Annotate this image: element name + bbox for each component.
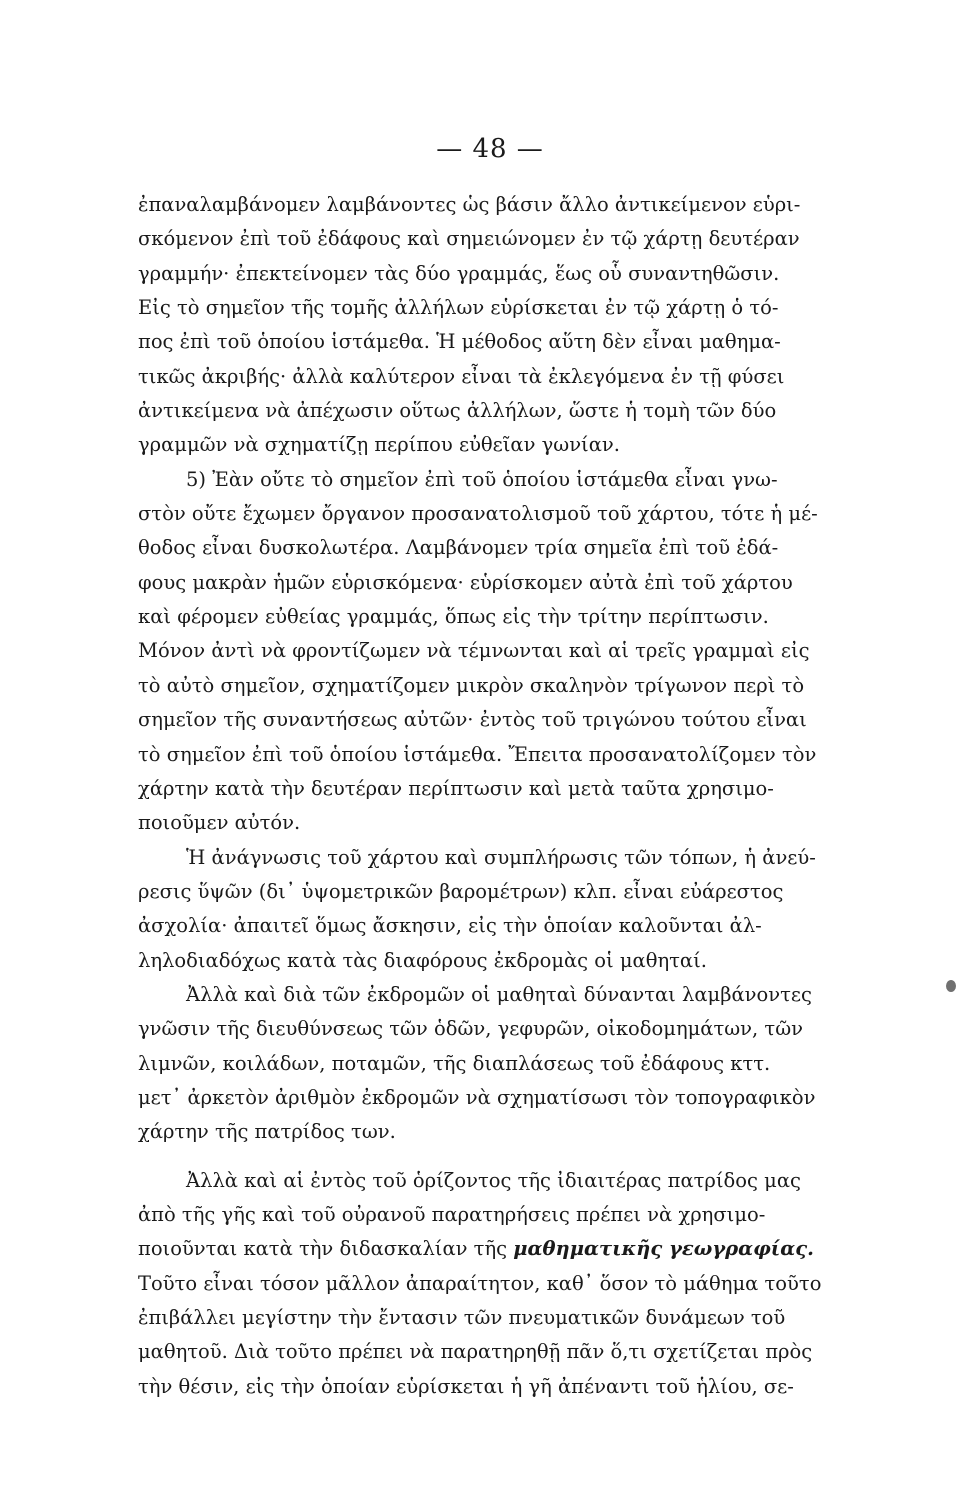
text-line: λιμνῶν, κοιλάδων, ποταμῶν, τῆς διαπλάσεως τοῦ ἐδάφους κττ.: [138, 1051, 771, 1075]
text-line: χάρτην τῆς πατρίδος των.: [138, 1120, 396, 1144]
text-line: στὸν οὔτε ἔχωμεν ὄργανον προσανατολισμοῦ τοῦ χάρτου, τότε ἡ μέ-: [138, 502, 818, 526]
text-line: σημεῖον τῆς συναντήσεως αὐτῶν· ἐντὸς τοῦ τριγώνου τούτου εἶναι: [138, 708, 807, 732]
text-line: σκόμενον ἐπὶ τοῦ ἐδάφους καὶ σημειώνομεν ἐν τῷ χάρτῃ δευτέραν: [138, 227, 800, 251]
text-line: Ἀλλὰ καὶ διὰ τῶν ἐκδρομῶν οἱ μαθηταὶ δύνανται λαμβάνοντες: [186, 982, 812, 1006]
text-line: Ἀλλὰ καὶ αἱ ἐντὸς τοῦ ὁρίζοντος τῆς ἰδιαιτέρας πατρίδος μας: [186, 1168, 801, 1192]
emphasized-term: μαθηματικῆς γεωγραφίας.: [513, 1237, 814, 1261]
text-line: ἐπιβάλλει μεγίστην τὴν ἔντασιν τῶν πνευματικῶν δυνάμεων τοῦ: [138, 1306, 786, 1329]
text-line: πος ἐπὶ τοῦ ὁποίου ἱστάμεθα. Ἡ μέθοδος αὕτη δὲν εἶναι μαθημα-: [138, 330, 781, 354]
text-line: τὸ σημεῖον ἐπὶ τοῦ ὁποίου ἱστάμεθα. Ἔπειτα προσανατολίζομεν τὸν: [138, 742, 817, 766]
text-line: ἐπαναλαμβάνομεν λαμβάνοντες ὡς βάσιν ἄλλο ἀντικείμενον εὑρι-: [138, 193, 801, 216]
text-line: 5) Ἐὰν οὔτε τὸ σημεῖον ἐπὶ τοῦ ὁποίου ἱστάμεθα εἶναι γνω-: [186, 467, 778, 491]
text-line: Εἰς τὸ σημεῖον τῆς τομῆς ἀλλήλων εὑρίσκεται ἐν τῷ χάρτῃ ὁ τό-: [138, 296, 779, 320]
text-line: γραμμῶν νὰ σχηματίζῃ περίπου εὐθεῖαν γωνίαν.: [138, 433, 620, 457]
body-text: [138, 188, 878, 1404]
ink-spot-mark: [946, 980, 956, 992]
text-line: μετ᾽ ἀρκετὸν ἀριθμὸν ἐκδρομῶν νὰ σχηματίσωσι τὸν τοπογραφικὸν: [138, 1085, 816, 1109]
text-line: θοδος εἶναι δυσκολωτέρα. Λαμβάνομεν τρία σημεῖα ἐπὶ τοῦ ἐδά-: [138, 536, 779, 560]
page-number: — 48 —: [436, 134, 544, 164]
text-line: ληλοδιαδόχως κατὰ τὰς διαφόρους ἐκδρομὰς οἱ μαθηταί.: [138, 948, 707, 972]
text-line: ἀντικείμενα νὰ ἀπέχωσιν οὕτως ἀλλήλων, ὥστε ἡ τομὴ τῶν δύο: [138, 399, 777, 423]
text-segment: ποιοῦνται κατὰ τὴν διδασκαλίαν τῆς: [138, 1237, 508, 1261]
text-line: ποιοῦμεν αὐτόν.: [138, 811, 301, 835]
text-line: Τοῦτο εἶναι τόσον μᾶλλον ἀπαραίτητον, καθ᾽ ὅσον τὸ μάθημα τοῦτο: [138, 1271, 822, 1295]
text-line: τὴν θέσιν, εἰς τὴν ὁποίαν εὑρίσκεται ἡ γῆ ἀπέναντι τοῦ ἡλίου, σε-: [138, 1374, 794, 1398]
text-line: φους μακρὰν ἡμῶν εὑρισκόμενα· εὑρίσκομεν αὐτὰ ἐπὶ τοῦ χάρτου: [138, 570, 793, 594]
text-line: καὶ φέρομεν εὐθείας γραμμάς, ὅπως εἰς τὴν τρίτην περίπτωσιν.: [138, 605, 769, 629]
text-line: τικῶς ἀκριβής· ἀλλὰ καλύτερον εἶναι τὰ ἐκλεγόμενα ἐν τῇ φύσει: [138, 364, 785, 388]
text-line: Ἡ ἀνάγνωσις τοῦ χάρτου καὶ συμπλήρωσις τῶν τόπων, ἡ ἀνεύ-: [186, 845, 816, 869]
text-line: ρεσις ὕψῶν (δι᾽ ὑψομετρικῶν βαρομέτρων) κλπ. εἶναι εὐάρεστος: [138, 879, 784, 903]
text-line: γνῶσιν τῆς διευθύνσεως τῶν ὁδῶν, γεφυρῶν, οἰκοδομημάτων, τῶν: [138, 1017, 803, 1041]
text-line: γραμμήν· ἐπεκτείνομεν τὰς δύο γραμμάς, ἕως οὗ συναντηθῶσιν.: [138, 261, 780, 285]
text-line: Μόνον ἀντὶ νὰ φροντίζωμεν νὰ τέμνωνται καὶ αἱ τρεῖς γραμμαὶ εἰς: [138, 639, 810, 663]
text-line: ἀπὸ τῆς γῆς καὶ τοῦ οὐρανοῦ παρατηρήσεις πρέπει νὰ χρησιμο-: [138, 1202, 766, 1226]
text-line: [138, 1232, 878, 1266]
text-line: ἀσχολία· ἀπαιτεῖ ὅμως ἄσκησιν, εἰς τὴν ὁποίαν καλοῦνται ἀλ-: [138, 914, 762, 938]
text-line: μαθητοῦ. Διὰ τοῦτο πρέπει νὰ παρατηρηθῇ πᾶν ὅ,τι σχετίζεται πρὸς: [138, 1340, 813, 1364]
text-line: χάρτην κατὰ τὴν δευτέραν περίπτωσιν καὶ μετὰ ταῦτα χρησιμο-: [138, 776, 774, 800]
text-line: τὸ αὐτὸ σημεῖον, σχηματίζομεν μικρὸν σκαληνὸν τρίγωνον περὶ τὸ: [138, 673, 805, 697]
